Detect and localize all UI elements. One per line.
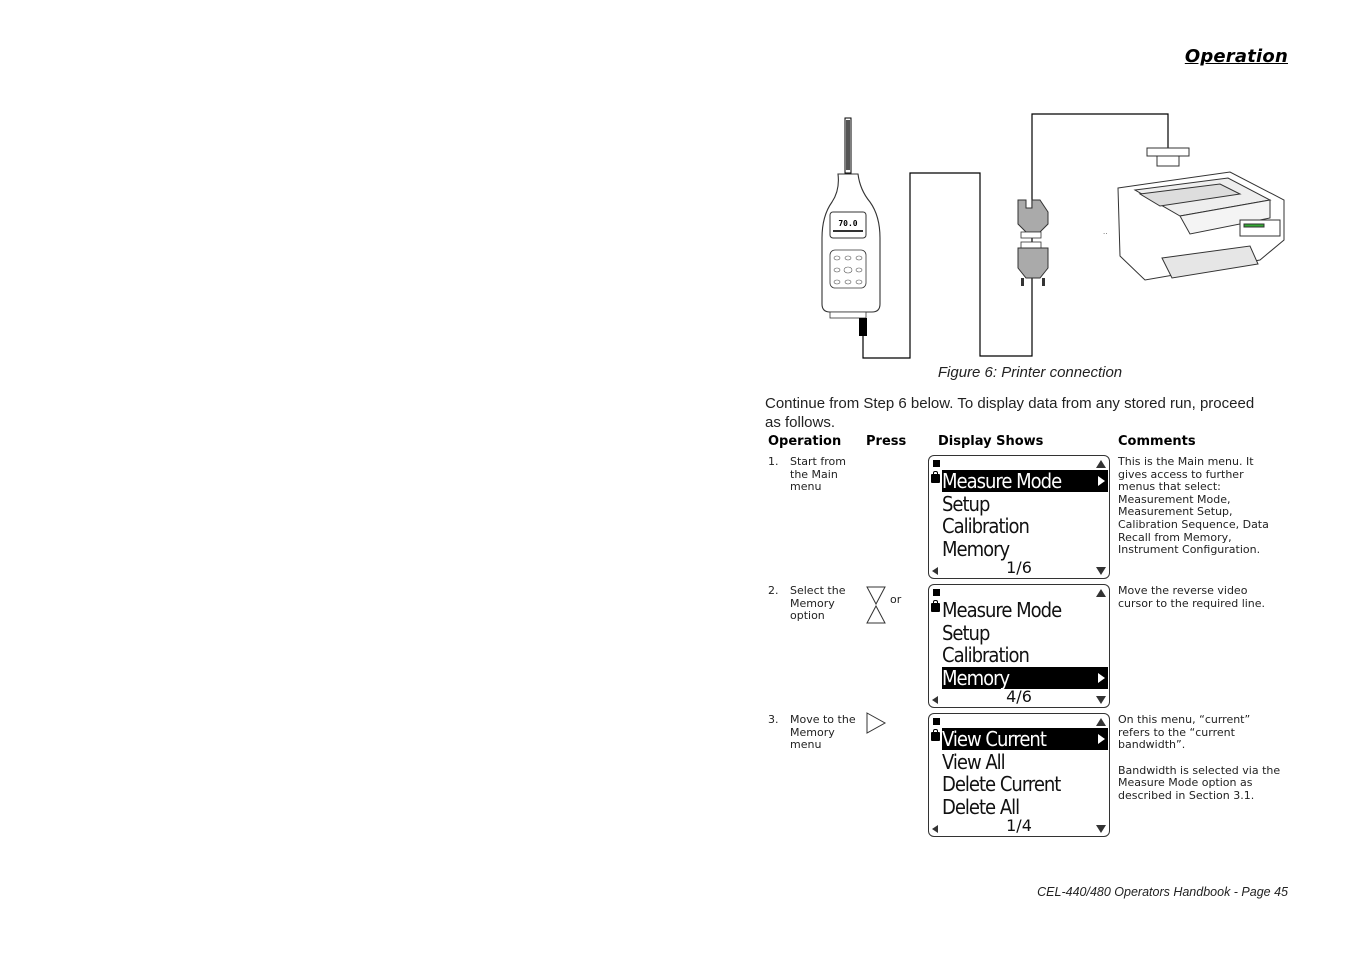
sound-level-meter xyxy=(822,174,880,312)
scroll-up-icon xyxy=(1096,589,1106,597)
lcd-menu-line: Delete All xyxy=(942,795,1020,819)
status-square-icon xyxy=(933,589,940,596)
meter-display-value: 70.0 xyxy=(838,219,858,228)
step-text: Move to the Memory menu xyxy=(790,713,856,752)
lcd-menu-line-selected: Measure Mode xyxy=(942,470,1108,492)
right-key-icon xyxy=(865,711,889,735)
step-text: Start from the Main menu xyxy=(790,455,846,494)
lcd-page-indicator: 1/4 xyxy=(1006,816,1032,835)
scroll-down-icon xyxy=(1096,696,1106,704)
lock-icon xyxy=(931,474,940,483)
lcd-page-indicator: 4/6 xyxy=(1006,687,1032,706)
status-square-icon xyxy=(933,460,940,467)
page-left-icon xyxy=(932,567,938,575)
step-number: 1. xyxy=(768,455,779,468)
page-left-icon xyxy=(932,696,938,704)
step-comment: Move the reverse video cursor to the required line. xyxy=(1118,584,1266,610)
lcd-menu-line: Setup xyxy=(942,621,990,645)
chevron-right-icon xyxy=(1098,734,1105,744)
scroll-down-icon xyxy=(1096,825,1106,833)
step-number: 2. xyxy=(768,584,779,597)
lcd-display xyxy=(928,584,1110,708)
lcd-menu-line: Setup xyxy=(942,492,990,516)
lcd-page-indicator: 1/6 xyxy=(1006,558,1032,577)
lcd-menu-line: Memory xyxy=(942,537,1010,561)
status-square-icon xyxy=(933,718,940,725)
col-header-press: Press xyxy=(866,434,907,449)
figure-caption: Figure 6: Printer connection xyxy=(937,364,1123,381)
lcd-menu-line: Calibration xyxy=(942,643,1029,667)
lcd-menu-line-selected: View Current xyxy=(942,728,1108,750)
page-footer: CEL-440/480 Operators Handbook - Page 45 xyxy=(1037,885,1288,899)
lcd-menu-line-selected: Memory xyxy=(942,667,1108,689)
down-up-keys-icon xyxy=(865,585,889,625)
step-number: 3. xyxy=(768,713,779,726)
page-header-title: Operation xyxy=(1184,46,1288,67)
printer xyxy=(1118,172,1284,280)
printer-connection-figure xyxy=(800,108,1290,364)
svg-text:..: .. xyxy=(1103,227,1108,236)
col-header-display: Display Shows xyxy=(938,434,1044,449)
intro-paragraph: Continue from Step 6 below. To display data from any stored run, proceed as follows. xyxy=(765,395,1255,431)
scroll-up-icon xyxy=(1096,718,1106,726)
lock-icon xyxy=(931,732,940,741)
scroll-down-icon xyxy=(1096,567,1106,575)
chevron-right-icon xyxy=(1098,673,1105,683)
page-left-icon xyxy=(932,825,938,833)
step-text: Select the Memory option xyxy=(790,584,846,623)
lcd-menu-line: Delete Current xyxy=(942,772,1061,796)
or-label: or xyxy=(890,593,902,606)
lcd-display xyxy=(928,455,1110,579)
lcd-menu-line: Calibration xyxy=(942,514,1029,538)
chevron-right-icon xyxy=(1098,476,1105,486)
lcd-menu-line: Measure Mode xyxy=(942,598,1062,622)
lcd-display xyxy=(928,713,1110,837)
lock-icon xyxy=(931,603,940,612)
col-header-operation: Operation xyxy=(768,434,842,449)
step-comment: This is the Main menu. It gives access to further menus that select: Measurement Mode, Measurement Setup, Calibration Sequence, Data Recall from Memory, Instrument Configuration. xyxy=(1118,455,1269,557)
step-comment: On this menu, “current” refers to the “current bandwidth”. Bandwidth is selected via the Measure Mode option as described in Section 3.1. xyxy=(1118,713,1281,802)
lcd-menu-line: View All xyxy=(942,750,1005,774)
scroll-up-icon xyxy=(1096,460,1106,468)
col-header-comments: Comments xyxy=(1118,434,1196,449)
